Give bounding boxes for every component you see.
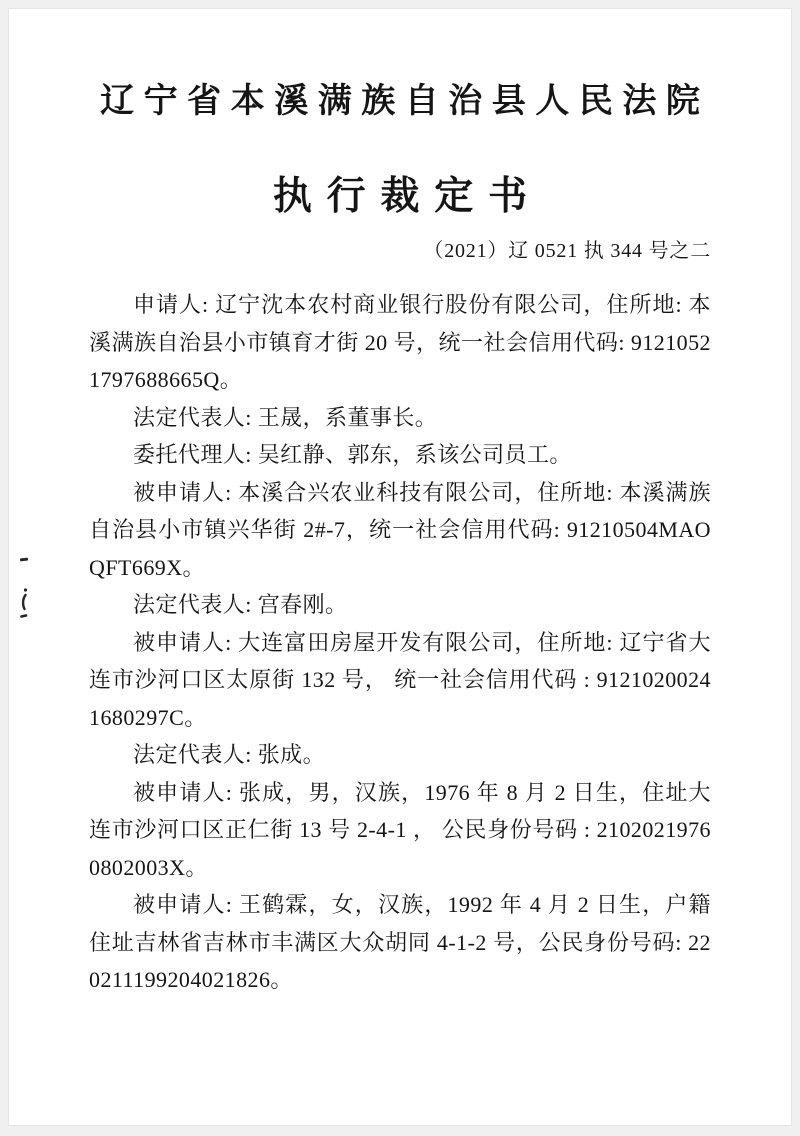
paragraph-legal-rep-2: 法定代表人: 宫春刚。	[133, 592, 348, 618]
paragraph-agent: 委托代理人: 吴红静、郭东，系该公司员工。	[133, 442, 572, 468]
paragraph-respondent-1: 被申请人: 本溪合兴农业科技有限公司，住所地: 本溪满族自治县小市镇兴华街 2#-7，统一社会信用代码: 91210504MAOQFT669X。	[89, 479, 711, 580]
paragraph-respondent-2: 被申请人: 大连富田房屋开发有限公司，住所地: 辽宁省大连市沙河口区太原街 132 号， 统一社会信用代码 : 91210200241680297C。	[89, 629, 711, 730]
document-body	[89, 286, 711, 999]
document-title: 执行裁定书	[272, 174, 542, 218]
case-number: （2021）辽 0521 执 344 号之二	[423, 240, 711, 263]
paragraph-respondent-4: 被申请人: 王鹤霖，女，汉族，1992 年 4 月 2 日生，户籍住址吉林省吉林市丰满区大众胡同 4-1-2 号，公民身份号码: 220211199204021826。	[89, 892, 711, 993]
paragraph-applicant: 申请人: 辽宁沈本农村商业银行股份有限公司，住所地: 本溪满族自治县小市镇育才街 20 号，统一社会信用代码: 91210521797688665Q。	[89, 292, 711, 393]
paragraph-legal-rep-1: 法定代表人: 王晟，系董事长。	[133, 404, 438, 430]
ink-smudge-hook	[17, 587, 31, 621]
court-name-heading: 辽宁省本溪满族自治县人民法院	[100, 83, 710, 120]
paragraph-legal-rep-3: 法定代表人: 张成。	[133, 742, 326, 768]
paragraph-respondent-3: 被申请人: 张成，男，汉族，1976 年 8 月 2 日生，住址大连市沙河口区正仁街 13 号 2-4-1 ， 公民身份号码 : 21020219760802003X。	[89, 779, 711, 880]
ink-smudge-dash	[20, 558, 28, 562]
document-page	[8, 8, 792, 1126]
ink-smudge-hook-shape	[17, 587, 31, 621]
